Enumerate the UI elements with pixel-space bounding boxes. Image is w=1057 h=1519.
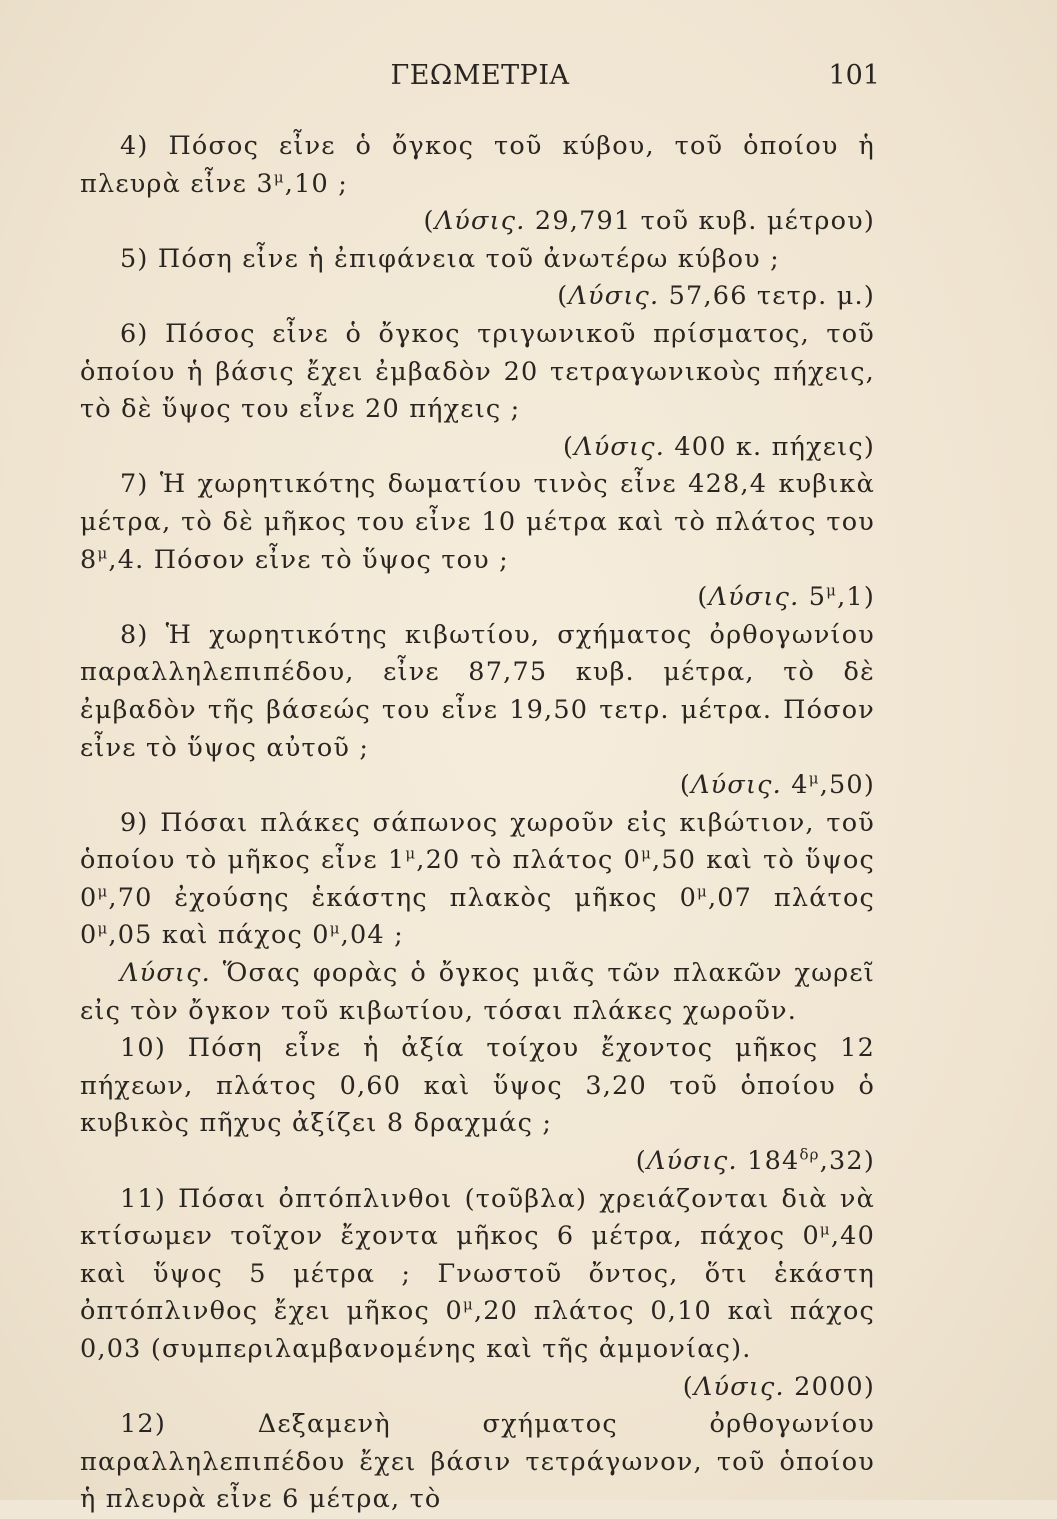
problem-4: 4) Πόσος εἶνε ὁ ὄγκος τοῦ κύβου, τοῦ ὁποίου ἡ πλευρὰ εἶνε $3^\mu,10$ ;: [80, 131, 875, 199]
problem-7: 7) Ἡ χωρητικότης δωματίου τινὸς εἶνε 428,4 κυβικὰ μέτρα, τὸ δὲ μῆκος του εἶνε 10 μέτρα καὶ τὸ πλάτος του $8^\mu,4$. Πόσον εἶνε τὸ ὕψος του ;: [80, 469, 875, 575]
problem-6: 6) Πόσος εἶνε ὁ ὄγκος τριγωνικοῦ πρίσματος, τοῦ ὁποίου ἡ βάσις ἔχει ἐμβαδὸν 20 τετραγωνικοὺς πήχεις, τὸ δὲ ὕψος του εἶνε 20 πήχεις ;: [80, 318, 875, 425]
problem-12: 12) Δεξαμενὴ σχήματος ὀρθογωνίου παραλληλεπιπέδου ἔχει βάσιν τετράγωνον, τοῦ ὁποίου ἡ πλευρὰ εἶνε 6 μέτρα, τὸ: [80, 1409, 875, 1515]
answer-11: (Λύσις. 2000): [682, 1371, 875, 1402]
problem-10: 10) Πόση εἶνε ἡ ἀξία τοίχου ἔχοντος μῆκος 12 πήχεων, πλάτος 0,60 καὶ ὕψος 3,20 τοῦ ὁποίου ὁ κυβικὸς πῆχυς ἀξίζει 8 δραχμάς ;: [80, 1033, 875, 1139]
answer-7: (Λύσις. $5^\mu,1$): [697, 581, 875, 613]
problem-5: 5) Πόση εἶνε ἡ ἐπιφάνεια τοῦ ἀνωτέρω κύβου ;: [120, 243, 780, 274]
answer-5: (Λύσις. 57,66 τετρ. μ.): [557, 281, 875, 312]
answer-8: (Λύσις. $4^\mu,50$): [679, 769, 875, 801]
answer-4: (Λύσις. 29,791 τοῦ κυβ. μέτρου): [423, 206, 875, 237]
problem-8: 8) Ἡ χωρητικότης κιβωτίου, σχήματος ὀρθογωνίου παραλληλεπιπέδου, εἶνε 87,75 κυβ. μέτρα, τὸ δὲ ἐμβαδὸν τῆς βάσεώς του εἶνε 19,50 τετρ. μέτρα. Πόσον εἶνε τὸ ὕψος αὐτοῦ ;: [80, 619, 875, 763]
page-body: [80, 128, 875, 1519]
page-number: 101: [828, 60, 880, 91]
running-title: ΓΕΩΜΕΤΡΙΑ: [390, 60, 570, 91]
solution-9: Λύσις. Ὅσας φορὰς ὁ ὄγκος μιᾶς τῶν πλακῶν χωρεῖ εἰς τὸν ὄγκον τοῦ κιβωτίου, τόσαι πλάκες χωροῦν.: [80, 958, 875, 1026]
answer-10: (Λύσις. $184^{\delta\rho},32$): [635, 1145, 875, 1177]
answer-6: (Λύσις. 400 κ. πήχεις): [562, 431, 875, 462]
problem-9: 9) Πόσαι πλάκες σάπωνος χωροῦν εἰς κιβώτιον, τοῦ ὁποίου τὸ μῆκος εἶνε $1^\mu,20$ τὸ πλάτος $0^\mu,50$ καὶ τὸ ὕψος $0^\mu,70$ ἐχούσης ἑκάστης πλακὸς μῆκος $0^\mu,07$ πλάτος $0^\mu,05$ καὶ πάχος $0^\mu,04$ ;: [80, 807, 875, 951]
problem-11: 11) Πόσαι ὀπτόπλινθοι (τοῦβλα) χρειάζονται διὰ νὰ κτίσωμεν τοῖχον ἔχοντα μῆκος 6 μέτρα, πάχος $0^\mu,40$ καὶ ὕψος 5 μέτρα ; Γνωστοῦ ὄντος, ὅτι ἑκάστη ὀπτόπλινθος ἔχει μῆκος $0^\mu,20$ πλάτος 0,10 καὶ πάχος 0,03 (συμπεριλαμβανομένης καὶ τῆς ἀμμονίας).: [80, 1183, 875, 1364]
page-header: [80, 60, 880, 100]
